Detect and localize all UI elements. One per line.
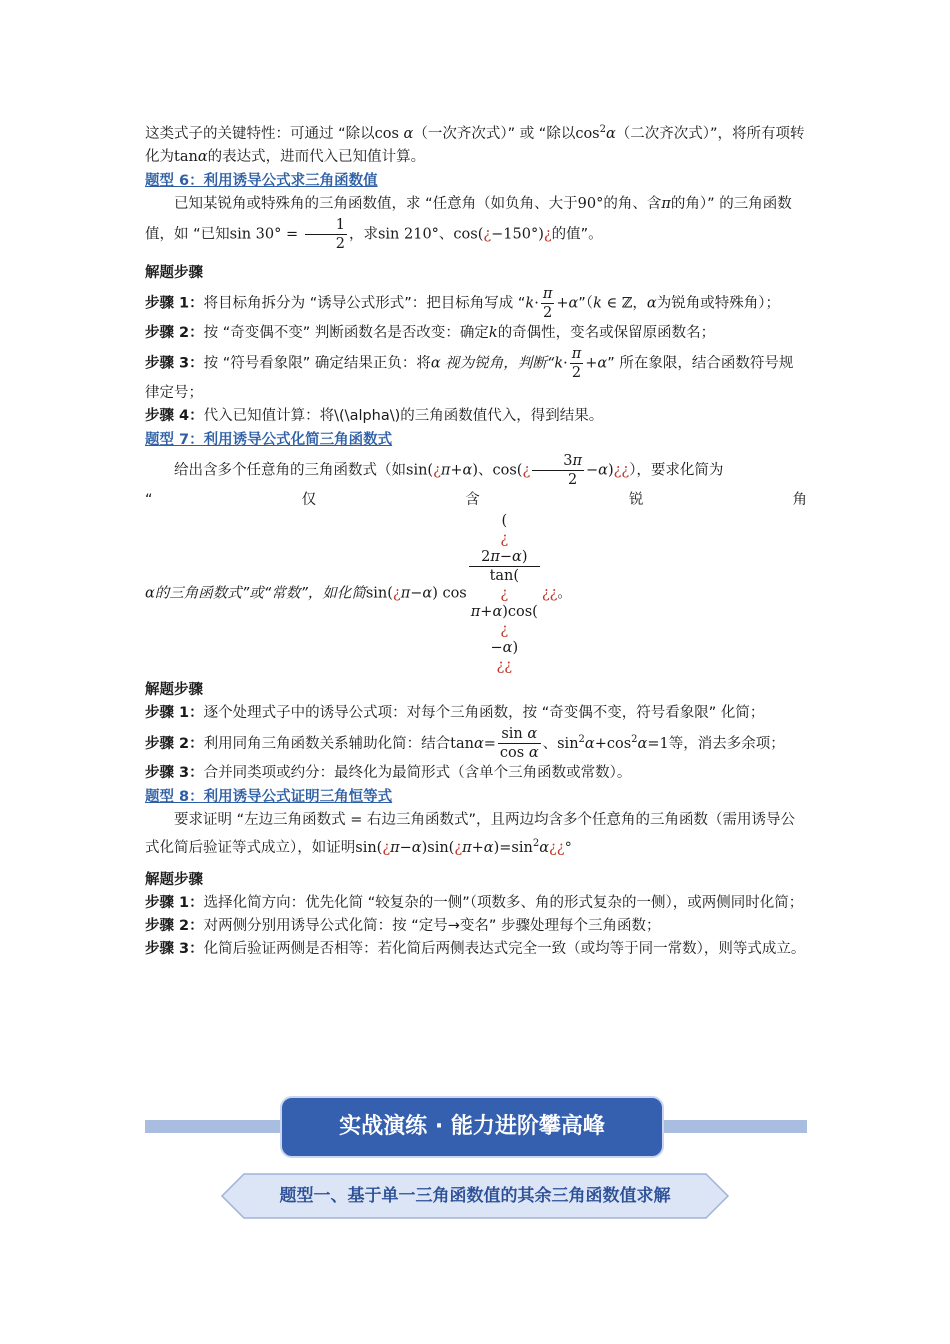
section-8-steps-title: 解题步骤 (145, 871, 203, 888)
section-7-step-3: 步骤 3：合并同类项或约分：最终化为最简形式（含单个三角函数或常数）。 (145, 765, 632, 782)
section-7-title: 题型 7：利用诱导公式化简三角函数式 (145, 431, 393, 448)
section-6-steps-title: 解题步骤 (145, 264, 203, 281)
section-7-step-1: 步骤 1：逐个处理式子中的诱导公式项：对每个三角函数，按 “奇变偶不变，符号看象限” 化简； (145, 704, 765, 721)
section-8-step-3: 步骤 3：化简后验证两侧是否相等：若化简后两侧表达式完全一致（或均等于同一常数），则等式成立。 (145, 940, 806, 957)
intro-paragraph: 这类式子的关键特性：可通过 “除以cos α（一次齐次式）” 或 “除以$\cos^2\alpha$（二次齐次式）”，将所有项转化为tanα的表达式，进而代入已知值计算。 (145, 124, 805, 165)
section-6-step-4: 步骤 4：代入已知值计算：将\(\alpha\)的三角函数值代入，得到结果。 (145, 407, 604, 424)
section-7-example: α的三角函数式”或“常数”，如化简sin(¿π−α) cos ( ¿ 2π−α) tan( ¿ π+α)cos( ¿ −α) ¿¿ ¿¿。 (145, 512, 572, 674)
section-7-spread-line: “ 仅 含 锐 角 (145, 491, 807, 508)
banner-title: 实战演练 · 能力进阶攀高峰 (280, 1096, 664, 1158)
section-8-title: 题型 8：利用诱导公式证明三角恒等式 (145, 789, 393, 806)
section-6-desc: 已知某锐角或特殊角的三角函数值，求 “任意角（如负角、大于90°的角、含π的角）” 的三角函数值，如 “已知sin 30° = $\frac{1}{2}$ ，求sin 210°、cos(¿−150°)¿的值”。 (145, 195, 792, 252)
section-7-step-2: 步骤 2：利用同角三角函数关系辅助化简：结合tanα= $\frac{\text{sin α}}{\text{cos α}}$ 、$\sin^2\alpha+\cos^2\alpha=1$等，消去多余项； (145, 726, 785, 762)
section-tag (220, 1172, 730, 1220)
section-7-steps-title: 解题步骤 (145, 681, 203, 698)
section-7-desc: 给出含多个任意角的三角函数式（如sin(¿π+α)、cos(¿ $\frac{3\pi}{2}$ −α)¿¿），要求化简为 (174, 452, 724, 488)
section-8-step-2: 步骤 2：对两侧分别用诱导公式化简：按 “定号→变名” 步骤处理每个三角函数； (145, 917, 661, 934)
section-6-step-3: 步骤 3：按 “符号看象限” 确定结果正负：将α 视为锐角，判断“k· $\frac{\pi}{2}$ +α” 所在象限，结合函数符号规律定号； (145, 345, 794, 401)
section-8-step-1: 步骤 1：选择化简方向：优先化简 “较复杂的一侧”（项数多、角的形式复杂的一侧），或两侧同时化简； (145, 894, 804, 911)
practice-banner (145, 1096, 807, 1160)
section-8-desc: 要求证明 “左边三角函数式 = 右边三角函数式”，且两边均含多个任意角的三角函数（需用诱导公式化简后验证等式成立），如证明$\sin(¿\pi-\alpha)\sin(¿\pi+\alpha)=\sin^2\alpha¿¿^\circ$ (145, 812, 795, 856)
section-6-step-1: 步骤 1：将目标角拆分为 “诱导公式形式”：把目标角写成 “k· $\frac{\pi}{2}$ +α”（k ∈ ℤ，α为锐角或特殊角）； (145, 285, 780, 321)
section-tag-label: 题型一、基于单一三角函数值的其余三角函数值求解 (279, 1186, 671, 1206)
section-6-step-2: 步骤 2：按 “奇变偶不变” 判断函数名是否改变：确定k的奇偶性，变名或保留原函数名； (145, 324, 716, 341)
document-body (145, 118, 807, 961)
section-6-title: 题型 6：利用诱导公式求三角函数值 (145, 172, 378, 189)
